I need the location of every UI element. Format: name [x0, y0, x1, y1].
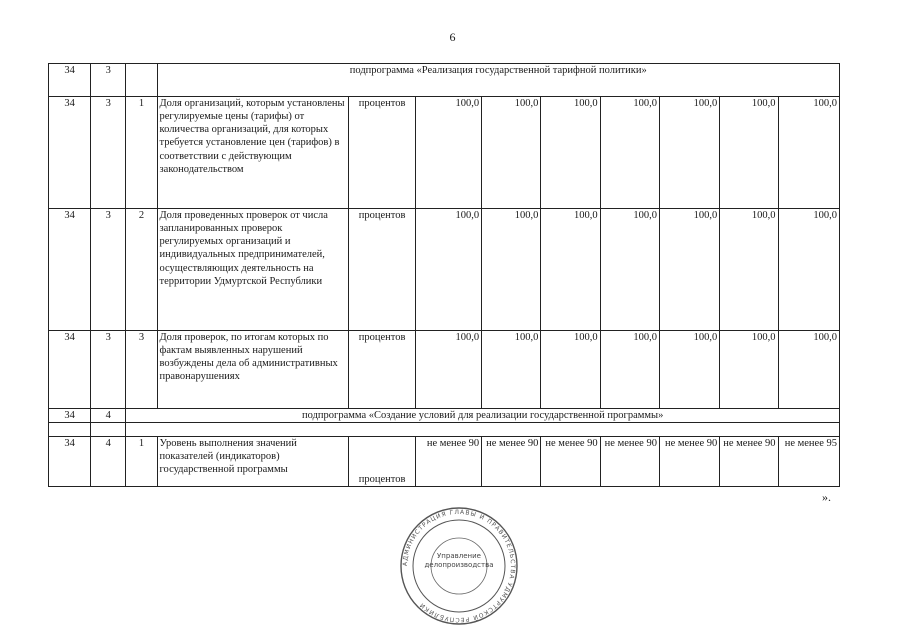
- cell-code-3: [126, 64, 157, 97]
- value-cell: 100,0: [659, 331, 719, 409]
- indicator-description: Доля проведенных проверок от числа запланированных проверок регулируемых организаций и индивидуальных предпринимателей, осуществляющих деятельность на территории Удмуртской Республики: [157, 209, 349, 331]
- cell-code-2: 3: [91, 97, 126, 209]
- value-cell: не менее 90: [541, 437, 600, 487]
- indicators-table: [48, 63, 840, 487]
- spacer-row: [49, 423, 840, 437]
- value-cell: не менее 90: [482, 437, 541, 487]
- value-cell: не менее 95: [778, 437, 839, 487]
- cell-code-3: 1: [126, 437, 157, 487]
- value-cell: 100,0: [541, 97, 600, 209]
- value-cell: 100,0: [778, 331, 839, 409]
- value-cell: 100,0: [659, 209, 719, 331]
- page-number: 6: [449, 30, 456, 44]
- subprogram-title: подпрограмма «Реализация государственной тарифной политики»: [157, 64, 839, 97]
- value-cell: 100,0: [600, 209, 659, 331]
- cell-code-2: 4: [91, 409, 126, 423]
- stamp: [394, 505, 524, 627]
- value-cell: 100,0: [482, 331, 541, 409]
- unit-cell: процентов: [349, 437, 415, 487]
- value-cell: 100,0: [415, 331, 481, 409]
- indicator-description: Уровень выполнения значений показателей (индикаторов) государственной программы: [157, 437, 349, 487]
- cell-code-1: 34: [49, 437, 91, 487]
- cell-code-3: 3: [126, 331, 157, 409]
- cell-code-1: 34: [49, 97, 91, 209]
- cell-code-1: 34: [49, 209, 91, 331]
- value-cell: не менее 90: [600, 437, 659, 487]
- value-cell: 100,0: [541, 209, 600, 331]
- table-row: [49, 331, 840, 409]
- value-cell: не менее 90: [415, 437, 481, 487]
- value-cell: не менее 90: [720, 437, 778, 487]
- value-cell: 100,0: [778, 97, 839, 209]
- value-cell: 100,0: [720, 97, 778, 209]
- subprogram-title: подпрограмма «Создание условий для реализации государственной программы»: [126, 409, 840, 423]
- value-cell: 100,0: [415, 209, 481, 331]
- unit-cell: процентов: [349, 331, 415, 409]
- value-cell: 100,0: [600, 331, 659, 409]
- indicator-description: Доля организаций, которым установлены регулируемые цены (тарифы) от количества организаций, для которых требуется установление цен (тарифов) в соответствии с действующим законодательством: [157, 97, 349, 209]
- value-cell: 100,0: [720, 209, 778, 331]
- cell-code-2: 3: [91, 64, 126, 97]
- cell-code-1: 34: [49, 331, 91, 409]
- value-cell: 100,0: [482, 209, 541, 331]
- value-cell: не менее 90: [659, 437, 719, 487]
- subprogram-row: [49, 64, 840, 97]
- cell-code-1: 34: [49, 409, 91, 423]
- stamp-ring-text: АДМИНИСТРАЦИЯ ГЛАВЫ И ПРАВИТЕЛЬСТВА УДМУРТСКОЙ РЕСПУБЛИКИ: [401, 508, 517, 624]
- value-cell: 100,0: [482, 97, 541, 209]
- cell-code-3: 1: [126, 97, 157, 209]
- table-row: [49, 437, 840, 487]
- table-row: [49, 209, 840, 331]
- value-cell: 100,0: [659, 97, 719, 209]
- value-cell: 100,0: [720, 331, 778, 409]
- cell-code-2: 4: [91, 437, 126, 487]
- unit-cell: процентов: [349, 209, 415, 331]
- value-cell: 100,0: [541, 331, 600, 409]
- value-cell: 100,0: [778, 209, 839, 331]
- table-row: [49, 97, 840, 209]
- cell-code-1: 34: [49, 64, 91, 97]
- value-cell: 100,0: [600, 97, 659, 209]
- value-cell: 100,0: [415, 97, 481, 209]
- subprogram-row: [49, 409, 840, 423]
- unit-cell: процентов: [349, 97, 415, 209]
- cell-code-2: 3: [91, 209, 126, 331]
- indicator-description: Доля проверок, по итогам которых по фактам выявленных нарушений возбуждены дела об административных правонарушениях: [157, 331, 349, 409]
- cell-code-2: 3: [91, 331, 126, 409]
- stamp-center-text: Управление делопроизводства: [424, 552, 494, 570]
- closing-quote: ».: [822, 490, 831, 504]
- cell-code-3: 2: [126, 209, 157, 331]
